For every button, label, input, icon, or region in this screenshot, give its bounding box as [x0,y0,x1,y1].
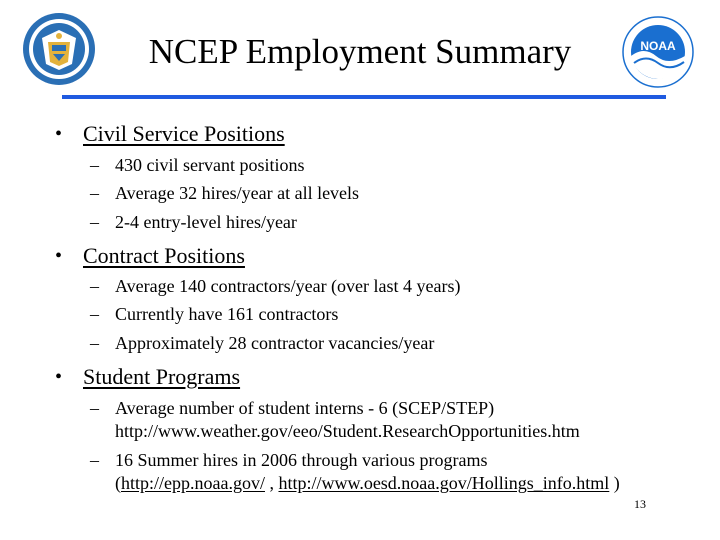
bullet-dot: • [55,366,63,388]
noaa-logo-text: NOAA [640,39,676,53]
dash: – [90,276,99,296]
sub-item [90,274,461,298]
sub-item [90,210,297,234]
page-title: NCEP Employment Summary [148,32,572,71]
sub-item-text: 2-4 entry-level hires/year [115,212,297,232]
dash: – [90,212,99,232]
bullet-civil-service [55,121,285,147]
bullet-heading: Civil Service Positions [83,121,285,146]
sub-item-text: 430 civil servant positions [115,155,305,175]
sub-item [90,331,435,355]
bullet-heading: Contract Positions [83,243,245,268]
sub-item-links [115,471,620,495]
sub-item-text: Currently have 161 contractors [115,304,339,324]
bullet-heading: Student Programs [83,364,241,389]
sub-item-text: Average 32 hires/year at all levels [115,183,360,203]
sub-item [90,302,339,326]
paren-open: ( [115,473,121,493]
noaa-logo-icon [622,16,694,88]
hollings-link[interactable]: http://www.oesd.noaa.gov/Hollings_info.html [278,473,610,493]
sub-item-url: http://www.weather.gov/eeo/Student.ResearchOpportunities.htm [115,421,580,441]
dash: – [90,450,99,470]
bullet-dot: • [55,123,63,145]
sub-item-text: Approximately 28 contractor vacancies/year [115,333,435,353]
sub-item-text: Average 140 contractors/year (over last 4 years) [115,276,461,296]
sub-item [90,181,360,205]
dash: – [90,398,99,418]
epp-link[interactable]: http://epp.noaa.gov/ [121,473,265,493]
title-rule [62,95,666,99]
dash: – [90,333,99,353]
sub-item [90,153,305,177]
sub-item-text: 16 Summer hires in 2006 through various programs [115,450,488,470]
dash: – [90,155,99,175]
dash: – [90,183,99,203]
paren-close: ) [609,473,620,493]
link-separator: , [264,473,279,493]
sub-item [90,396,495,420]
sub-item [90,448,488,472]
dash: – [90,304,99,324]
page-number: 13 [634,497,646,511]
bullet-contract [55,243,245,269]
sub-item-text: Average number of student interns - 6 (SCEP/STEP) [115,398,495,418]
bullet-student [55,364,241,390]
bullet-dot: • [55,245,63,267]
